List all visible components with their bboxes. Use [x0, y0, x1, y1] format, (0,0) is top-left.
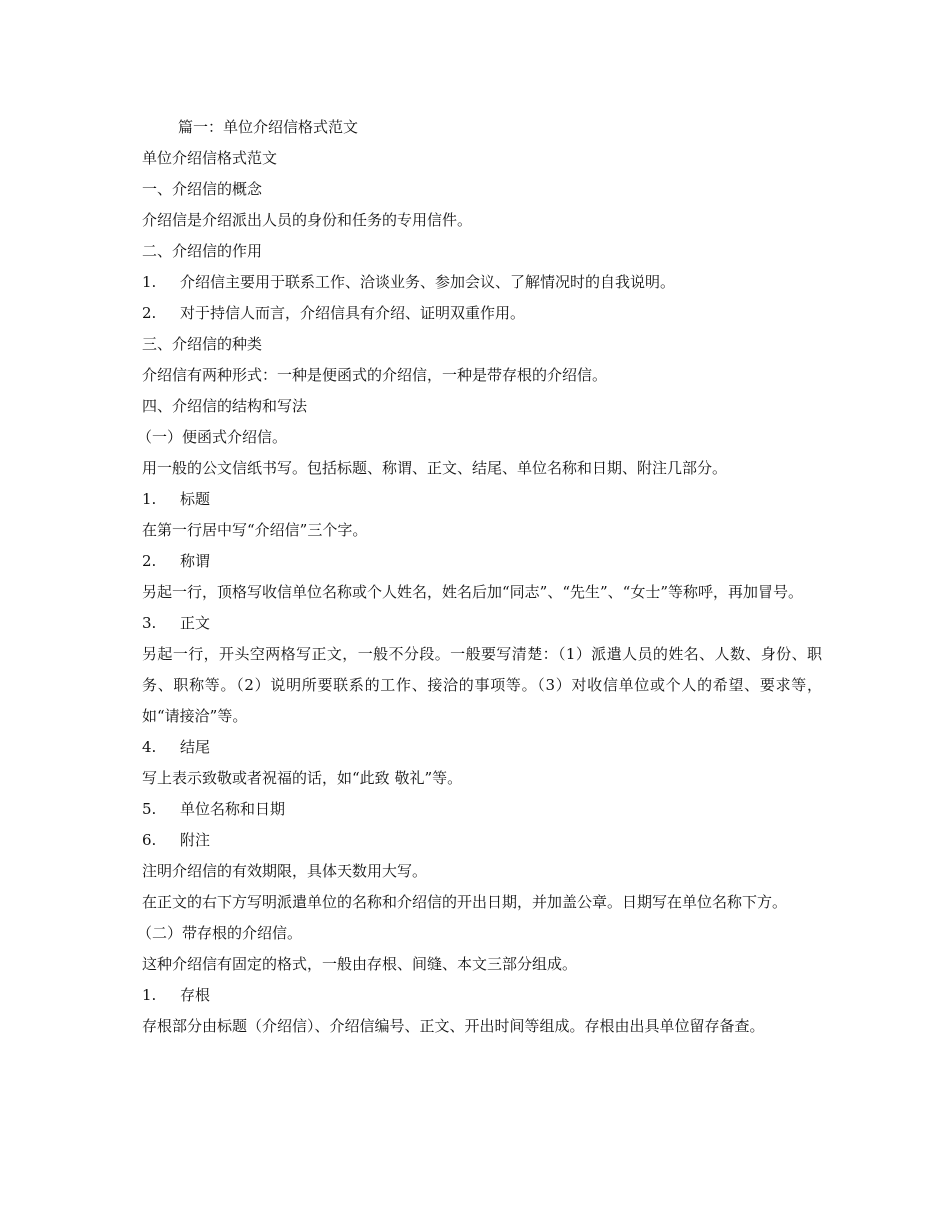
document-heading: 篇一：单位介绍信格式范文: [178, 118, 359, 136]
section-text-types: 介绍信有两种形式：一种是便函式的介绍信，一种是带存根的介绍信。: [142, 366, 608, 384]
item-heading-note: [142, 825, 822, 856]
item-label: 存根: [180, 986, 211, 1004]
item-number: 6.: [142, 831, 157, 849]
item-label: 称谓: [180, 552, 211, 570]
item-number: 3.: [142, 614, 157, 632]
item-label: 附注: [180, 831, 211, 849]
item-heading-unit-date: [142, 794, 822, 825]
item-heading-salutation: [142, 546, 822, 577]
list-item: [142, 267, 822, 298]
subsection-intro-stub: 这种介绍信有固定的格式，一般由存根、间缝、本文三部分组成。: [142, 955, 578, 973]
item-text-body: 另起一行，开头空两格写正文，一般不分段。一般要写清楚：（1）派遣人员的姓名、人数、身份、职务、职称等。（2）说明所要联系的工作、接洽的事项等。（3）对收信单位或个人的希望、要求等，如“请接洽”等。: [142, 645, 822, 725]
list-item-number: 2.: [142, 304, 157, 322]
item-text-title: 在第一行居中写“介绍信”三个字。: [142, 521, 368, 539]
item-heading-stub: [142, 980, 822, 1011]
item-number: 4.: [142, 738, 157, 756]
list-item-text: 介绍信主要用于联系工作、洽谈业务、参加会议、了解情况时的自我说明。: [180, 273, 676, 291]
section-heading-function: 二、介绍信的作用: [142, 242, 263, 260]
item-text-note: 注明介绍信的有效期限，具体天数用大写。: [142, 862, 428, 880]
document-title: 单位介绍信格式范文: [142, 149, 278, 167]
subsection-heading-memo: （一）便函式介绍信。: [137, 428, 288, 446]
item-heading-title: [142, 484, 822, 515]
list-item-number: 1.: [142, 273, 157, 291]
section-text-concept: 介绍信是介绍派出人员的身份和任务的专用信件。: [142, 211, 473, 229]
subsection-intro-memo: 用一般的公文信纸书写。包括标题、称谓、正文、结尾、单位名称和日期、附注几部分。: [142, 459, 728, 477]
item-number: 2.: [142, 552, 157, 570]
item-heading-body: [142, 608, 822, 639]
list-item: [142, 298, 822, 329]
item-text-stub: 存根部分由标题（介绍信）、介绍信编号、正文、开出时间等组成。存根由出具单位留存备查。: [142, 1017, 765, 1035]
section-heading-types: 三、介绍信的种类: [142, 335, 263, 353]
item-heading-ending: [142, 732, 822, 763]
item-number: 5.: [142, 800, 157, 818]
item-number: 1.: [142, 986, 157, 1004]
item-label: 正文: [180, 614, 211, 632]
document-body: [137, 112, 822, 1042]
item-text-ending: 写上表示致敬或者祝福的话，如“此致 敬礼”等。: [142, 769, 463, 787]
item-label: 单位名称和日期: [180, 800, 286, 818]
list-item-text: 对于持信人而言，介绍信具有介绍、证明双重作用。: [180, 304, 526, 322]
closing-text: 在正文的右下方写明派遣单位的名称和介绍信的开出日期，并加盖公章。日期写在单位名称下方。: [142, 893, 788, 911]
section-heading-structure: 四、介绍信的结构和写法: [142, 397, 308, 415]
item-text-salutation: 另起一行，顶格写收信单位名称或个人姓名，姓名后加“同志”、“先生”、“女士”等称呼，再加冒号。: [142, 583, 804, 601]
item-label: 标题: [180, 490, 211, 508]
item-label: 结尾: [180, 738, 211, 756]
section-heading-concept: 一、介绍信的概念: [142, 180, 263, 198]
subsection-heading-stub: （二）带存根的介绍信。: [137, 924, 303, 942]
item-number: 1.: [142, 490, 157, 508]
